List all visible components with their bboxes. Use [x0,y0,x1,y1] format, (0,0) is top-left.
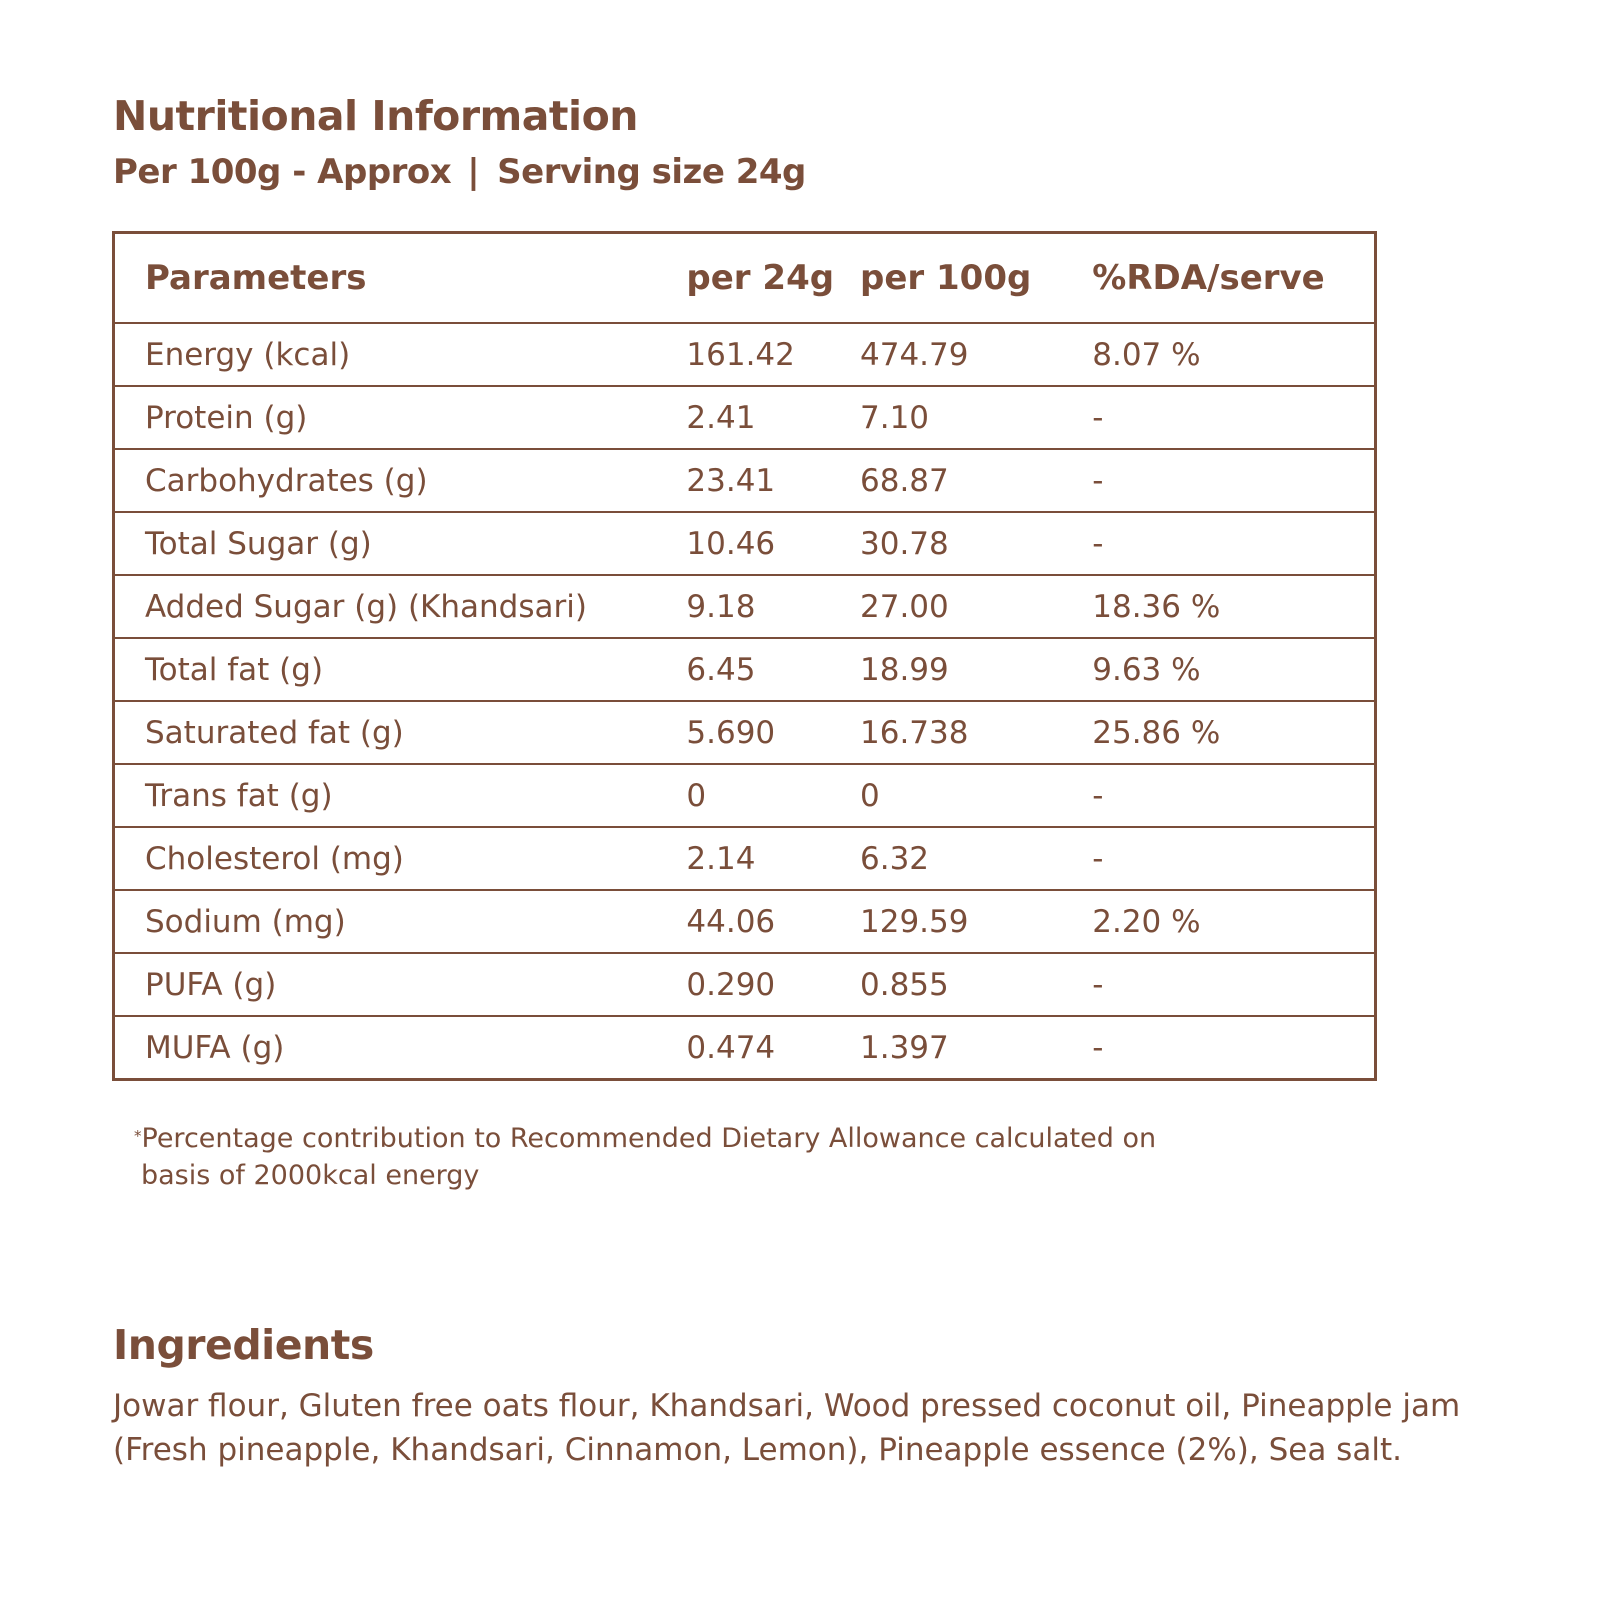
cell-rda: 2.20 % [1078,890,1375,953]
table-row [114,638,1376,701]
column-header-per-24g: per 24g [656,233,860,324]
table-row [114,1016,1376,1080]
cell-parameter: Sodium (mg) [114,890,657,953]
cell-rda: - [1078,764,1375,827]
table-row [114,953,1376,1016]
cell-per-24g: 6.45 [656,638,860,701]
nutrition-table [112,231,1377,1081]
cell-per-100g: 16.738 [860,701,1078,764]
cell-parameter: Energy (kcal) [114,323,657,386]
cell-per-100g: 6.32 [860,827,1078,890]
cell-per-100g: 27.00 [860,575,1078,638]
table-row [114,827,1376,890]
table-row [114,449,1376,512]
column-header-per-100g: per 100g [860,233,1078,324]
cell-per-100g: 129.59 [860,890,1078,953]
cell-per-100g: 7.10 [860,386,1078,449]
cell-parameter: Cholesterol (mg) [114,827,657,890]
table-row [114,386,1376,449]
subtitle-per-100g: Per 100g - Approx [113,152,452,192]
subtitle-separator: | [467,152,480,192]
page-subtitle [113,152,806,193]
cell-rda: - [1092,1029,1104,1066]
column-header-parameters: Parameters [114,233,657,324]
subtitle-serving-size: Serving size 24g [497,152,806,192]
cell-per-100g: 30.78 [860,512,1078,575]
cell-parameter: Carbohydrates (g) [114,449,657,512]
nutrition-table-body [114,323,1376,1080]
footnote-marker: * [134,1127,142,1145]
page-title: Nutritional Information [113,92,638,140]
cell-per-100g: 0 [860,764,1078,827]
cell-per-24g: 0 [656,764,860,827]
cell-per-100g: 0.855 [860,953,1078,1016]
table-row [114,764,1376,827]
cell-per-24g: 23.41 [656,449,860,512]
table-row [114,575,1376,638]
cell-per-100g: 18.99 [860,638,1078,701]
cell-per-24g: 10.46 [656,512,860,575]
cell-per-24g: 0.474 [686,1029,776,1066]
ingredients-text: Jowar flour, Gluten free oats flour, Khandsari, Wood pressed coconut oil, Pineapple jam (Fresh pineapple, Khandsari, Cinnamon, Lemon), Pineapple essence (2%), Sea salt. [113,1388,1461,1468]
footnote-line-1: Percentage contribution to Recommended Dietary Allowance calculated on [141,1123,1157,1154]
cell-per-100g: 474.79 [860,323,1078,386]
cell-per-24g: 9.18 [656,575,860,638]
ingredients-heading: Ingredients [113,1321,374,1369]
rda-footnote [134,1120,1184,1194]
table-row [114,323,1376,386]
cell-rda: - [1078,449,1375,512]
table-row [114,512,1376,575]
cell-rda: - [1078,827,1375,890]
cell-per-24g: 161.42 [656,323,860,386]
cell-per-24g: 2.14 [656,827,860,890]
cell-rda: - [1078,953,1375,1016]
cell-rda: 25.86 % [1078,701,1375,764]
cell-parameter: Saturated fat (g) [114,701,657,764]
cell-rda: 8.07 % [1078,323,1375,386]
cell-parameter: Added Sugar (g) (Khandsari) [114,575,657,638]
cell-rda: - [1078,512,1375,575]
cell-parameter: Total Sugar (g) [114,512,657,575]
table-row [114,701,1376,764]
cell-rda: - [1078,386,1375,449]
column-header-rda: %RDA/serve [1078,233,1375,324]
cell-rda: 18.36 % [1078,575,1375,638]
table-header-row [114,233,1376,324]
cell-per-24g: 0.290 [656,953,860,1016]
table-row [114,890,1376,953]
cell-parameter: PUFA (g) [114,953,657,1016]
cell-per-100g: 68.87 [860,449,1078,512]
cell-per-24g: 2.41 [656,386,860,449]
cell-parameter: Protein (g) [114,386,657,449]
cell-rda: 9.63 % [1078,638,1375,701]
footnote-line-2: basis of 2000kcal energy [141,1160,480,1191]
cell-per-24g: 44.06 [656,890,860,953]
cell-per-24g: 5.690 [656,701,860,764]
cell-parameter: Trans fat (g) [114,764,657,827]
cell-parameter: Total fat (g) [114,638,657,701]
cell-parameter: MUFA (g) [145,1029,285,1066]
cell-per-100g: 1.397 [860,1029,949,1066]
